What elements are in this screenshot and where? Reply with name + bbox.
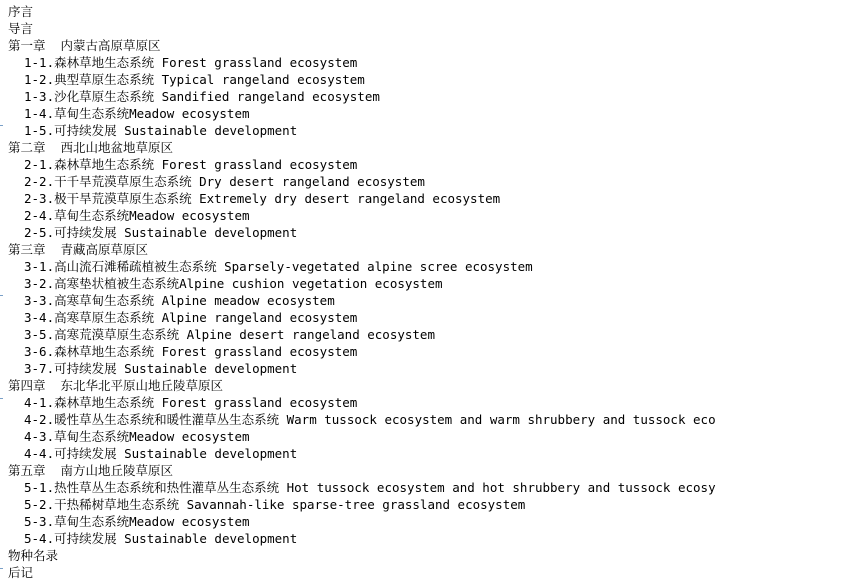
toc-section-link[interactable]: 5-2.干热稀树草地生态系统 Savannah-like sparse-tree grassland ecosystem [24,497,526,512]
toc-section-link[interactable]: 1-1.森林草地生态系统 Forest grassland ecosystem [24,55,358,70]
toc-section-link[interactable]: 5-1.热性草丛生态系统和热性灌草丛生态系统 Hot tussock ecosystem and hot shrubbery and tussock ecosy [24,480,716,495]
toc-chapter-link[interactable]: 物种名录 [8,548,59,563]
toc-section-link[interactable]: 3-2.高寒垫状植被生态系统Alpine cushion vegetation ecosystem [24,276,443,291]
toc-section-link[interactable]: 4-1.森林草地生态系统 Forest grassland ecosystem [24,395,358,410]
toc-section-link[interactable]: 3-1.高山流石滩稀疏植被生态系统 Sparsely-vegetated alpine scree ecosystem [24,259,533,274]
edge-mark [0,568,3,569]
toc-section-link[interactable]: 4-2.暖性草丛生态系统和暖性灌草丛生态系统 Warm tussock ecosystem and warm shrubbery and tussock eco [24,412,716,427]
toc-section-link[interactable]: 1-4.草甸生态系统Meadow ecosystem [24,106,250,121]
toc-chapter-link[interactable]: 序言 [8,4,34,19]
toc-chapter-link[interactable]: 第三章 青藏高原草原区 [8,242,149,257]
toc-section-link[interactable]: 1-5.可持续发展 Sustainable development [24,123,298,138]
toc-chapter-link[interactable]: 第二章 西北山地盆地草原区 [8,140,174,155]
toc-section-link[interactable]: 3-6.森林草地生态系统 Forest grassland ecosystem [24,344,358,359]
toc-section-link[interactable]: 1-2.典型草原生态系统 Typical rangeland ecosystem [24,72,365,87]
toc-section-link[interactable]: 2-2.干千旱荒漠草原生态系统 Dry desert rangeland ecosystem [24,174,425,189]
toc-section-link[interactable]: 2-1.森林草地生态系统 Forest grassland ecosystem [24,157,358,172]
toc-section-link[interactable]: 3-5.高寒荒漠草原生态系统 Alpine desert rangeland ecosystem [24,327,435,342]
toc-section-link[interactable]: 4-4.可持续发展 Sustainable development [24,446,298,461]
toc-section-link[interactable]: 3-4.高寒草原生态系统 Alpine rangeland ecosystem [24,310,358,325]
toc-section-link[interactable]: 5-3.草甸生态系统Meadow ecosystem [24,514,250,529]
toc-section-link[interactable]: 2-5.可持续发展 Sustainable development [24,225,298,240]
toc-section-link[interactable]: 4-3.草甸生态系统Meadow ecosystem [24,429,250,444]
toc-section-link[interactable]: 2-3.极干旱荒漠草原生态系统 Extremely dry desert rangeland ecosystem [24,191,501,206]
toc-section-link[interactable]: 3-3.高寒草甸生态系统 Alpine meadow ecosystem [24,293,335,308]
toc-chapter-link[interactable]: 第五章 南方山地丘陵草原区 [8,463,174,478]
edge-mark [0,398,3,399]
toc-section-link[interactable]: 3-7.可持续发展 Sustainable development [24,361,298,376]
toc-section-link[interactable]: 1-3.沙化草原生态系统 Sandified rangeland ecosystem [24,89,380,104]
toc-section-link[interactable]: 5-4.可持续发展 Sustainable development [24,531,298,546]
toc-chapter-link[interactable]: 导言 [8,21,34,36]
edge-mark [0,295,3,296]
toc-chapter-link[interactable]: 后记 [8,565,34,580]
toc-section-link[interactable]: 2-4.草甸生态系统Meadow ecosystem [24,208,250,223]
toc-chapter-link[interactable]: 第四章 东北华北平原山地丘陵草原区 [8,378,224,393]
edge-mark [0,125,3,126]
toc-chapter-link[interactable]: 第一章 内蒙古高原草原区 [8,38,161,53]
